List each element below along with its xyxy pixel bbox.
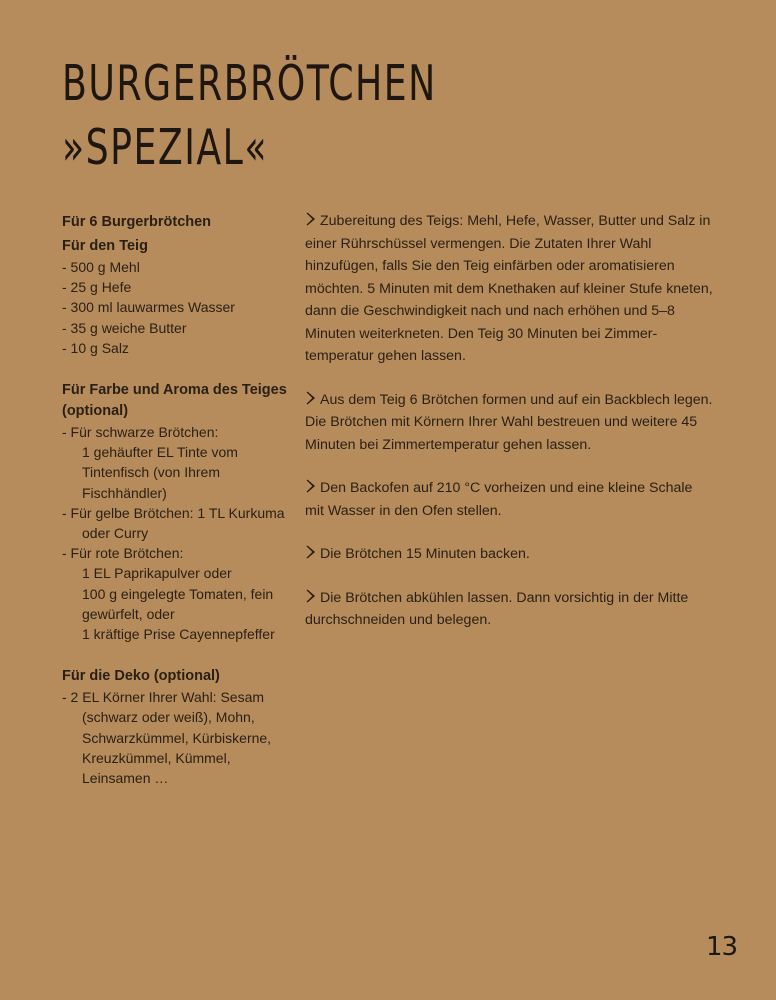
title-line-2: »SPEZIAL«	[62, 119, 269, 176]
step	[305, 210, 715, 368]
yellow-line-2: oder Curry	[82, 525, 149, 542]
step-text: Die Brötchen abkühlen lassen. Dann vorsichtig in der Mitte durchschneiden und belegen.	[305, 589, 689, 628]
chevron-right-icon	[305, 545, 316, 559]
step	[305, 543, 715, 566]
page-number: 13	[706, 932, 738, 962]
list-item-black	[62, 422, 287, 503]
chevron-right-icon	[305, 212, 316, 226]
list-item: - 300 ml lauwarmes Wasser	[62, 299, 235, 316]
list-item: - 25 g Hefe	[62, 279, 132, 296]
step-text: Den Backofen auf 210 °C vorheizen und eine kleine Schale mit Wasser in den Ofen stellen.	[305, 480, 693, 519]
deco-list	[62, 687, 287, 788]
deco-line: Leinsamen …	[82, 770, 169, 787]
servings-heading: Für 6 Burgerbrötchen	[62, 214, 212, 230]
list-item: - 500 g Mehl	[62, 259, 140, 275]
color-heading-line-1: Für Farbe und Aroma des Teiges	[62, 382, 287, 399]
deco-line: (schwarz oder weiß), Mohn,	[82, 709, 255, 726]
black-line: Fischhändler)	[82, 484, 167, 501]
chevron-right-icon	[305, 479, 316, 493]
red-line: 1 EL Paprikapulver oder	[82, 565, 232, 582]
list-item-red	[62, 543, 287, 644]
red-line: 1 kräftige Prise Cayennepfeffer	[82, 626, 275, 643]
color-heading	[62, 380, 287, 422]
red-line: 100 g eingelegte Tomaten, fein	[82, 585, 274, 602]
ingredients-column	[62, 212, 287, 788]
deco-line: Kreuzkümmel, Kümmel,	[82, 749, 231, 766]
step-text: Die Brötchen 15 Minuten backen.	[320, 546, 530, 562]
list-item: - 35 g weiche Butter	[62, 319, 187, 336]
color-heading-line-2: (optional)	[62, 403, 129, 420]
dough-heading: Für den Teig	[62, 238, 148, 254]
deco-line-1: - 2 EL Körner Ihrer Wahl: Sesam	[62, 689, 265, 706]
step-text: Aus dem Teig 6 Brötchen formen und auf ein Backblech legen. Die Brötchen mit Körnern Ihrer Wahl bestreuen und weitere 45 Minuten bei Zimmertemperatur gehen lassen.	[305, 391, 713, 453]
red-label: - Für rote Brötchen:	[62, 545, 184, 562]
deco-heading: Für die Deko (optional)	[62, 668, 220, 685]
step	[305, 389, 715, 457]
list-item-deco	[62, 687, 287, 788]
instructions-column	[305, 210, 715, 653]
list-item-yellow	[62, 503, 287, 543]
dough-list	[62, 257, 287, 358]
color-list	[62, 422, 287, 644]
list-item: - 10 g Salz	[62, 339, 129, 356]
yellow-line-1: - Für gelbe Brötchen: 1 TL Kurkuma	[62, 504, 285, 521]
black-line: 1 gehäufter EL Tinte vom	[82, 444, 238, 461]
step	[305, 477, 715, 522]
deco-line: Schwarzkümmel, Kürbiskerne,	[82, 729, 272, 746]
chevron-right-icon	[305, 589, 316, 603]
title-line-1: BURGERBRÖTCHEN	[62, 55, 437, 112]
step	[305, 587, 715, 632]
recipe-title	[62, 52, 437, 180]
black-label: - Für schwarze Brötchen:	[62, 424, 219, 441]
chevron-right-icon	[305, 391, 316, 405]
step-text: Zubereitung des Teigs: Mehl, Hefe, Wasser, Butter und Salz in einer Rührschüssel vermengen. Die Zutaten Ihrer Wahl hinzufügen, falls Sie den Teig einfärben oder aromatisieren möchten. 5 Minuten mit dem Knethaken auf kleiner Stufe kneten, dann die Geschwindigkeit nach und nach erhöhen und 5–8 Minuten weiterkneten. Den Teig 30 Minuten bei Zimmertemperatur gehen lassen.	[305, 213, 713, 364]
red-line: gewürfelt, oder	[82, 605, 175, 622]
black-line: Tintenfisch (von Ihrem	[82, 464, 220, 481]
